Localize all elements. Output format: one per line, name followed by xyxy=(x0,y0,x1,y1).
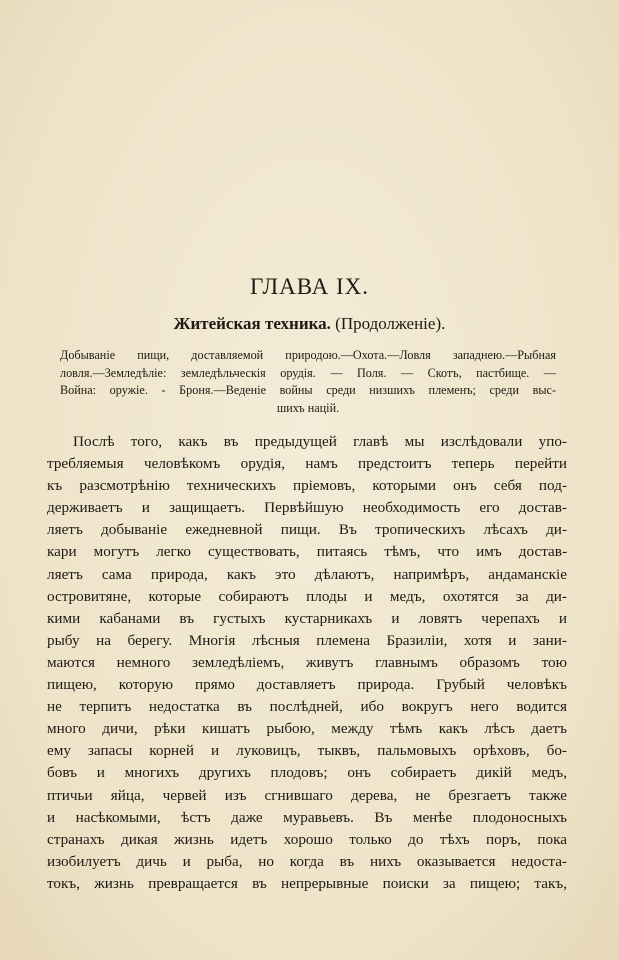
body-line: изобилуетъ дичь и рыба, но когда въ нихъ оказывается недоста- xyxy=(47,852,567,870)
body-line: ляетъ добываніе ежедневной пищи. Въ тропическихъ лѣсахъ ди- xyxy=(47,521,567,539)
summary-line: шихъ націй. xyxy=(276,400,340,415)
body-line: держиваетъ и защищаетъ. Первѣйшую необходимость его достав- xyxy=(47,499,567,517)
body-line: и насѣкомыми, ѣстъ даже муравьевъ. Въ менѣе плодоносныхъ xyxy=(47,808,567,826)
body-line: бовъ и многихъ другихъ плодовъ; онъ собираетъ дикій медъ, xyxy=(47,764,567,782)
body-line: рыбу на берегу. Многія лѣсныя племена Бразиліи, хотя и зани- xyxy=(47,631,567,649)
body-line: не терпитъ недостатка въ послѣдней, ибо вокругъ него водится xyxy=(47,698,567,716)
body-paragraph xyxy=(47,431,567,895)
body-line: странахъ дикая жизнь идетъ хорошо только до тѣхъ поръ, пока xyxy=(47,830,567,848)
body-line: къ разсмотрѣнію техническихъ пріемовъ, которыми онъ себя под- xyxy=(47,477,567,495)
summary-line: Война: оружіе. - Броня.—Веденіе войны среди низшихъ племенъ; среди выс- xyxy=(60,383,556,397)
body-line: ляетъ сама природа, какъ это дѣлаютъ, напримѣръ, андаманскіе xyxy=(47,565,567,583)
body-line: Послѣ того, какъ въ предыдущей главѣ мы изслѣдовали упо- xyxy=(73,433,567,450)
body-line: островитяне, которые собираютъ плоды и медъ, охотятся за ди- xyxy=(47,587,567,605)
body-line: много дичи, рѣки кишатъ рыбою, между тѣмъ какъ лѣсъ даетъ xyxy=(47,720,567,738)
body-line: кари могутъ легко существовать, питаясь тѣмъ, что имъ достав- xyxy=(47,543,567,561)
subtitle-rest: (Продолженіе). xyxy=(330,314,446,333)
summary-line: ловля.—Земледѣліе: земледѣльческія орудія. — Поля. — Скотъ, пастбище. — xyxy=(60,365,556,380)
body-line: птичьи яйца, червей изъ сгнившаго дерева, не брезгаетъ также xyxy=(47,786,567,804)
body-line: токъ, жизнь превращается въ непрерывные поиски за пищею; такъ, xyxy=(47,874,567,892)
subtitle-bold: Житейская техника. xyxy=(173,314,331,333)
body-line: кими кабанами въ густыхъ кустарникахъ и ловятъ черепахъ и xyxy=(47,609,567,627)
body-line: ему запасы корней и луковицъ, тыквъ, пальмовыхъ орѣховъ, бо- xyxy=(47,742,567,760)
body-line: требляемыя человѣкомъ орудія, намъ предстоитъ теперь перейти xyxy=(47,455,567,473)
chapter-title: ГЛАВА IX. xyxy=(249,274,370,299)
body-line: маются немного земледѣліемъ, живутъ главнымъ образомъ тою xyxy=(47,653,567,671)
summary-line: Добываніе пищи, доставляемой природою.—Охота.—Ловля западнею.—Рыбная xyxy=(60,348,556,362)
chapter-subtitle xyxy=(0,314,619,334)
chapter-summary xyxy=(60,347,556,417)
body-line: пищею, которую прямо доставляетъ природа. Грубый человѣкъ xyxy=(47,676,567,694)
